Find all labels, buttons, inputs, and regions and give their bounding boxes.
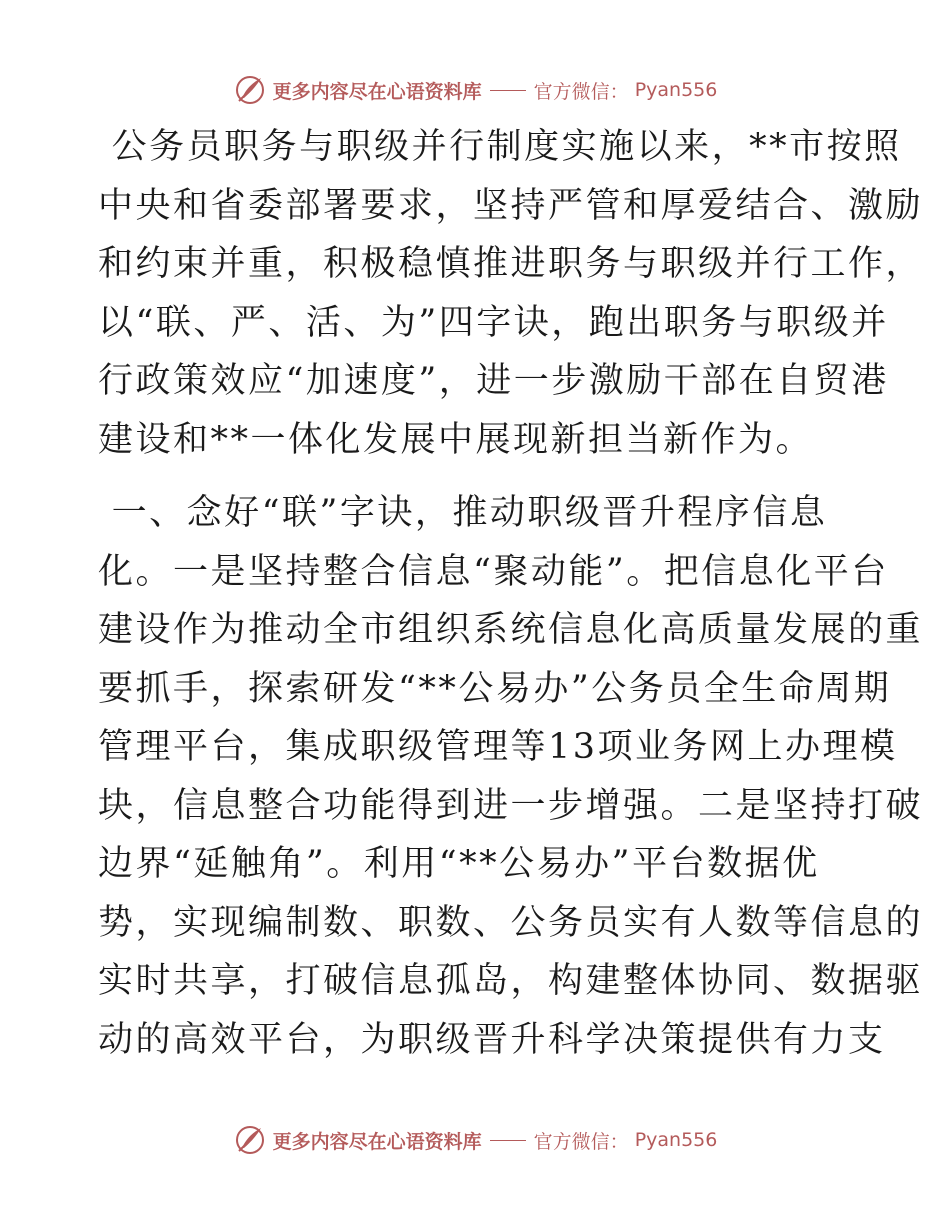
text-line: 边界“延触角”。利用“**公易办”平台数据优 [98, 844, 820, 884]
text-line: 建设作为推动全市组织系统信息化高质量发展的重 [98, 610, 924, 650]
text-line: 实时共享，打破信息孤岛，构建整体协同、数据驱 [98, 961, 924, 1001]
text-line: 要抓手，探索研发“**公易办”公务员全生命周期 [98, 668, 892, 709]
banner-main-text: 更多内容尽在心语资料库 [272, 80, 482, 103]
text-line: 管理平台，集成职级管理等13项业务网上办理模 [98, 727, 898, 767]
text-line: 化。一是坚持整合信息“聚动能”。把信息化平台 [98, 551, 889, 592]
quill-pen-logo-icon [233, 1123, 267, 1157]
text-line: 行政策效应“加速度”，进一步激励干部在自贸港 [98, 361, 889, 401]
banner-wechat-id: Pyan556 [634, 79, 718, 101]
body-paragraph-intro [98, 118, 923, 469]
text-line: 和约束并重，积极稳慎推进职务与职级并行工作， [98, 244, 924, 284]
quill-pen-logo-icon [233, 73, 267, 107]
text-line: 建设和**一体化发展中展现新担当新作为。 [98, 419, 814, 460]
body-paragraph-section-one [98, 484, 923, 1069]
text-line: 中央和省委部署要求，坚持严管和厚爱结合、激励 [98, 185, 924, 226]
text-line: 动的高效平台，为职级晋升科学决策提供有力支 [98, 1019, 886, 1060]
text-line: 一、念好“联”字诀，推动职级晋升程序信息 [98, 493, 828, 533]
text-line: 块，信息整合功能得到进一步增强。二是坚持打破 [98, 785, 924, 826]
header-watermark-banner [0, 70, 950, 110]
text-line: 公务员职务与职级并行制度实施以来，**市按照 [98, 127, 902, 167]
banner-dash [490, 1140, 526, 1141]
banner-wechat-label: 官方微信： [533, 80, 629, 103]
text-line: 势，实现编制数、职数、公务员实有人数等信息的 [98, 902, 924, 943]
banner-wechat-id: Pyan556 [634, 1129, 718, 1151]
banner-main-text: 更多内容尽在心语资料库 [272, 1130, 482, 1153]
text-line: 以“联、严、活、为”四字诀，跑出职务与职级并 [98, 302, 889, 343]
footer-watermark-banner [0, 1120, 950, 1160]
banner-wechat-label: 官方微信： [533, 1130, 629, 1153]
banner-dash [490, 90, 526, 91]
